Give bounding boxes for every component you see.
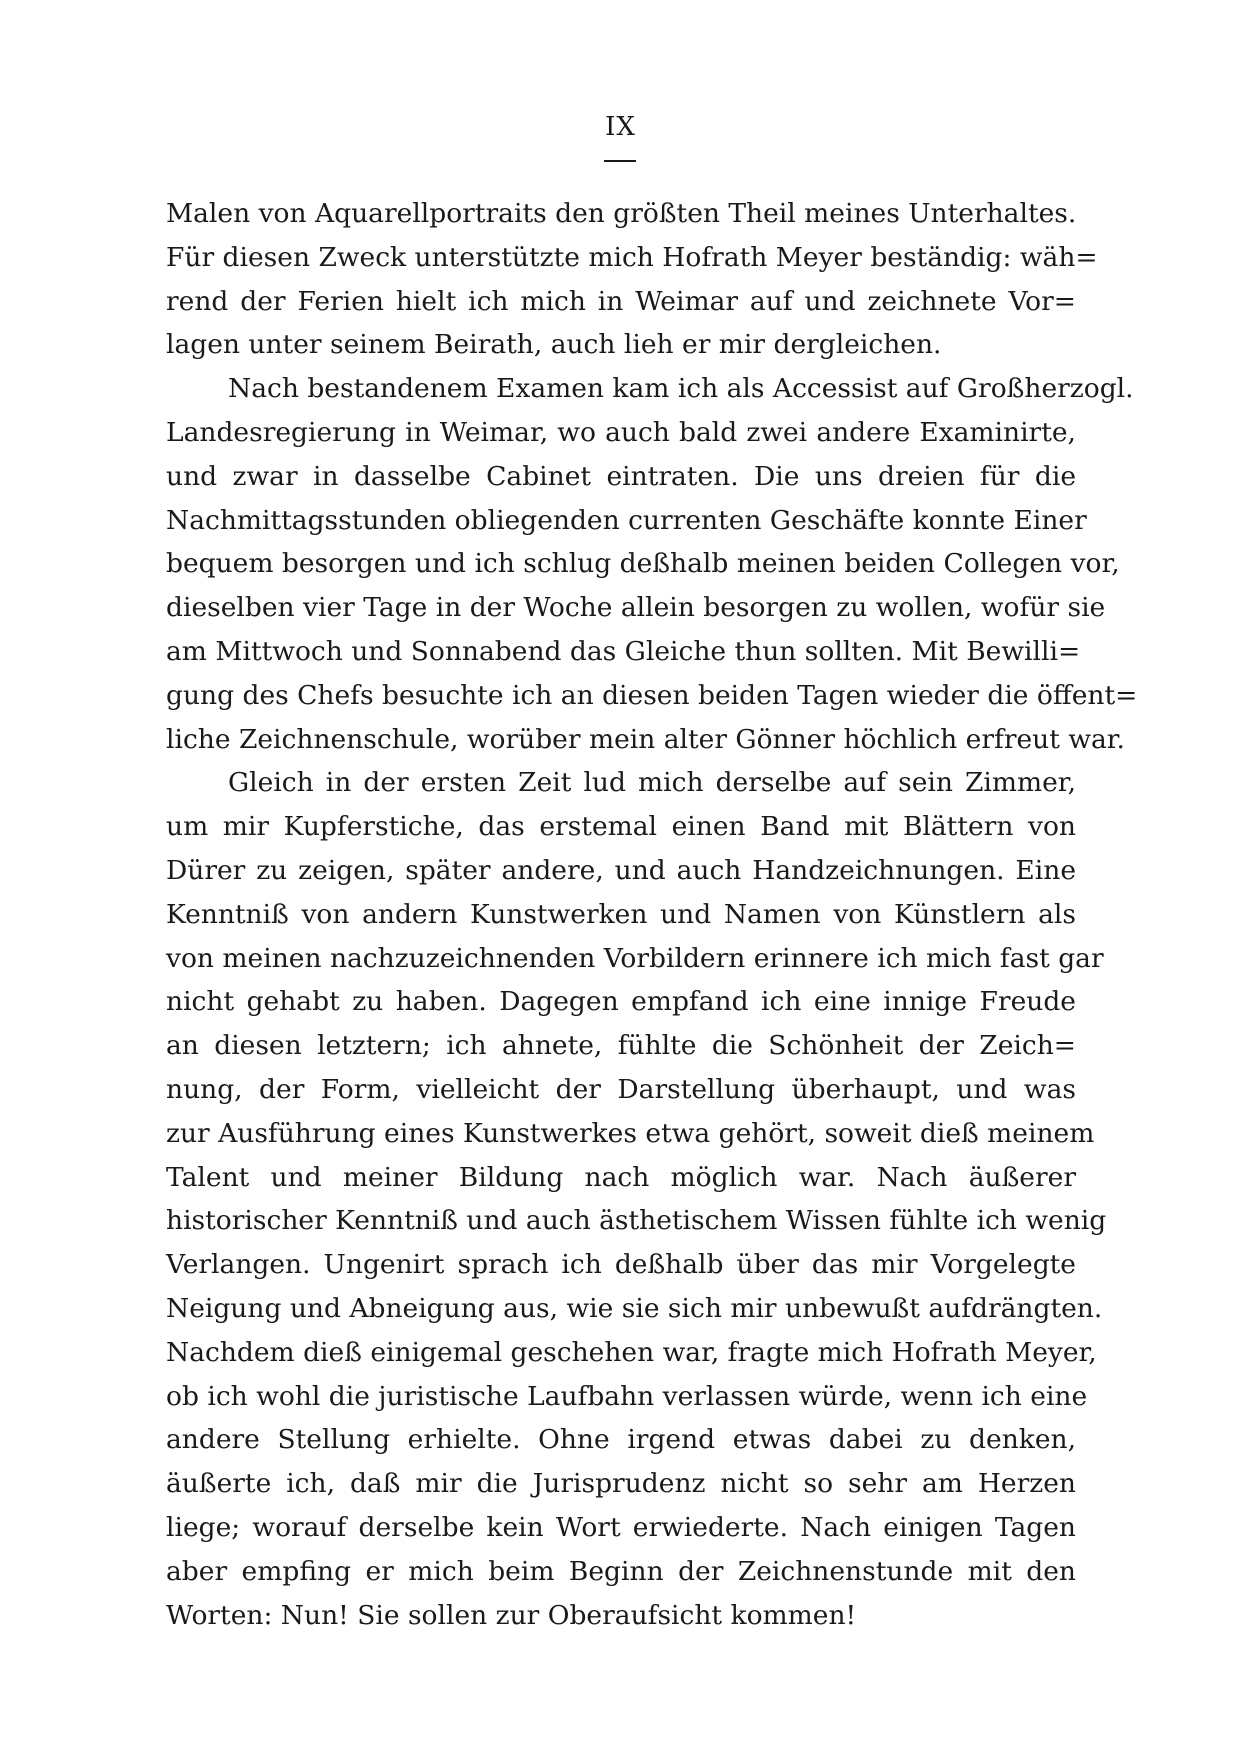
- body-text: [166, 192, 1138, 1637]
- text-line: und zwar in dasselbe Cabinet eintraten. Die uns dreien für die: [166, 460, 1076, 492]
- text-line: um mir Kupferstiche, das erstemal einen Band mit Blättern von: [166, 811, 1076, 843]
- text-line: Kenntniß von andern Kunstwerken und Namen von Künstlern als: [166, 898, 1076, 930]
- text-line: liege; worauf derselbe kein Wort erwiederte. Nach einigen Tagen: [166, 1511, 1076, 1543]
- text-line: Gleich in der ersten Zeit lud mich derselbe auf sein Zimmer,: [228, 767, 1076, 799]
- text-line: liche Zeichnenschule, worüber mein alter Gönner höchlich erfreut war.: [166, 723, 1125, 755]
- text-line: Nach bestandenem Examen kam ich als Accessist auf Großherzogl.: [228, 373, 1134, 405]
- text-line: Dürer zu zeigen, später andere, und auch Handzeichnungen. Eine: [166, 854, 1076, 886]
- paragraph: [166, 367, 1138, 761]
- text-line: von meinen nachzuzeichnenden Vorbildern erinnere ich mich fast gar: [166, 942, 1104, 974]
- text-line: Nachdem dieß einigemal geschehen war, fragte mich Hofrath Meyer,: [166, 1336, 1097, 1368]
- text-line: ob ich wohl die juristische Laufbahn verlassen würde, wenn ich eine: [166, 1380, 1088, 1412]
- text-line: lagen unter seinem Beirath, auch lieh er mir dergleichen.: [166, 329, 942, 361]
- text-line: an diesen letztern; ich ahnete, fühlte die Schönheit der Zeich=: [166, 1030, 1076, 1062]
- text-line: dieselben vier Tage in der Woche allein besorgen zu wollen, wofür sie: [166, 592, 1106, 624]
- text-line: rend der Ferien hielt ich mich in Weimar auf und zeichnete Vor=: [166, 285, 1076, 317]
- text-line: nicht gehabt zu haben. Dagegen empfand ich eine innige Freude: [166, 986, 1076, 1018]
- text-line: andere Stellung erhielte. Ohne irgend etwas dabei zu denken,: [166, 1424, 1076, 1456]
- text-line: äußerte ich, daß mir die Jurisprudenz nicht so sehr am Herzen: [166, 1468, 1076, 1500]
- text-line: nung, der Form, vielleicht der Darstellung überhaupt, und was: [166, 1073, 1076, 1105]
- text-line: Malen von Aquarellportraits den größten Theil meines Unterhaltes.: [166, 198, 1077, 229]
- text-line: zur Ausführung eines Kunstwerkes etwa gehört, soweit dieß meinem: [166, 1117, 1095, 1149]
- text-line: Für diesen Zweck unterstützte mich Hofrath Meyer beständig: wäh=: [166, 241, 1098, 273]
- text-line: Landesregierung in Weimar, wo auch bald zwei andere Examinirte,: [166, 416, 1076, 448]
- text-line: Worten: Nun! Sie sollen zur Oberaufsicht kommen!: [166, 1599, 857, 1631]
- text-line: Nachmittagsstunden obliegenden currenten Geschäfte konnte Einer: [166, 504, 1087, 536]
- paragraph: [166, 192, 1098, 367]
- text-line: gung des Chefs besuchte ich an diesen beiden Tagen wieder die öffent=: [166, 679, 1138, 711]
- text-line: Talent und meiner Bildung nach möglich war. Nach äußerer: [166, 1161, 1076, 1193]
- paragraph: [166, 761, 1107, 1637]
- text-line: Verlangen. Ungenirt sprach ich deßhalb über das mir Vorgelegte: [166, 1249, 1076, 1281]
- text-line: aber empfing er mich beim Beginn der Zeichnenstunde mit den: [166, 1555, 1076, 1587]
- text-line: am Mittwoch und Sonnabend das Gleiche thun sollten. Mit Bewilli=: [166, 635, 1081, 667]
- text-line: Neigung und Abneigung aus, wie sie sich mir unbewußt aufdrängten.: [166, 1292, 1103, 1324]
- header-rule: [604, 160, 636, 162]
- text-line: bequem besorgen und ich schlug deßhalb meinen beiden Collegen vor,: [166, 548, 1120, 580]
- text-line: historischer Kenntniß und auch ästhetischem Wissen fühlte ich wenig: [166, 1205, 1107, 1237]
- page-number: IX: [605, 112, 636, 142]
